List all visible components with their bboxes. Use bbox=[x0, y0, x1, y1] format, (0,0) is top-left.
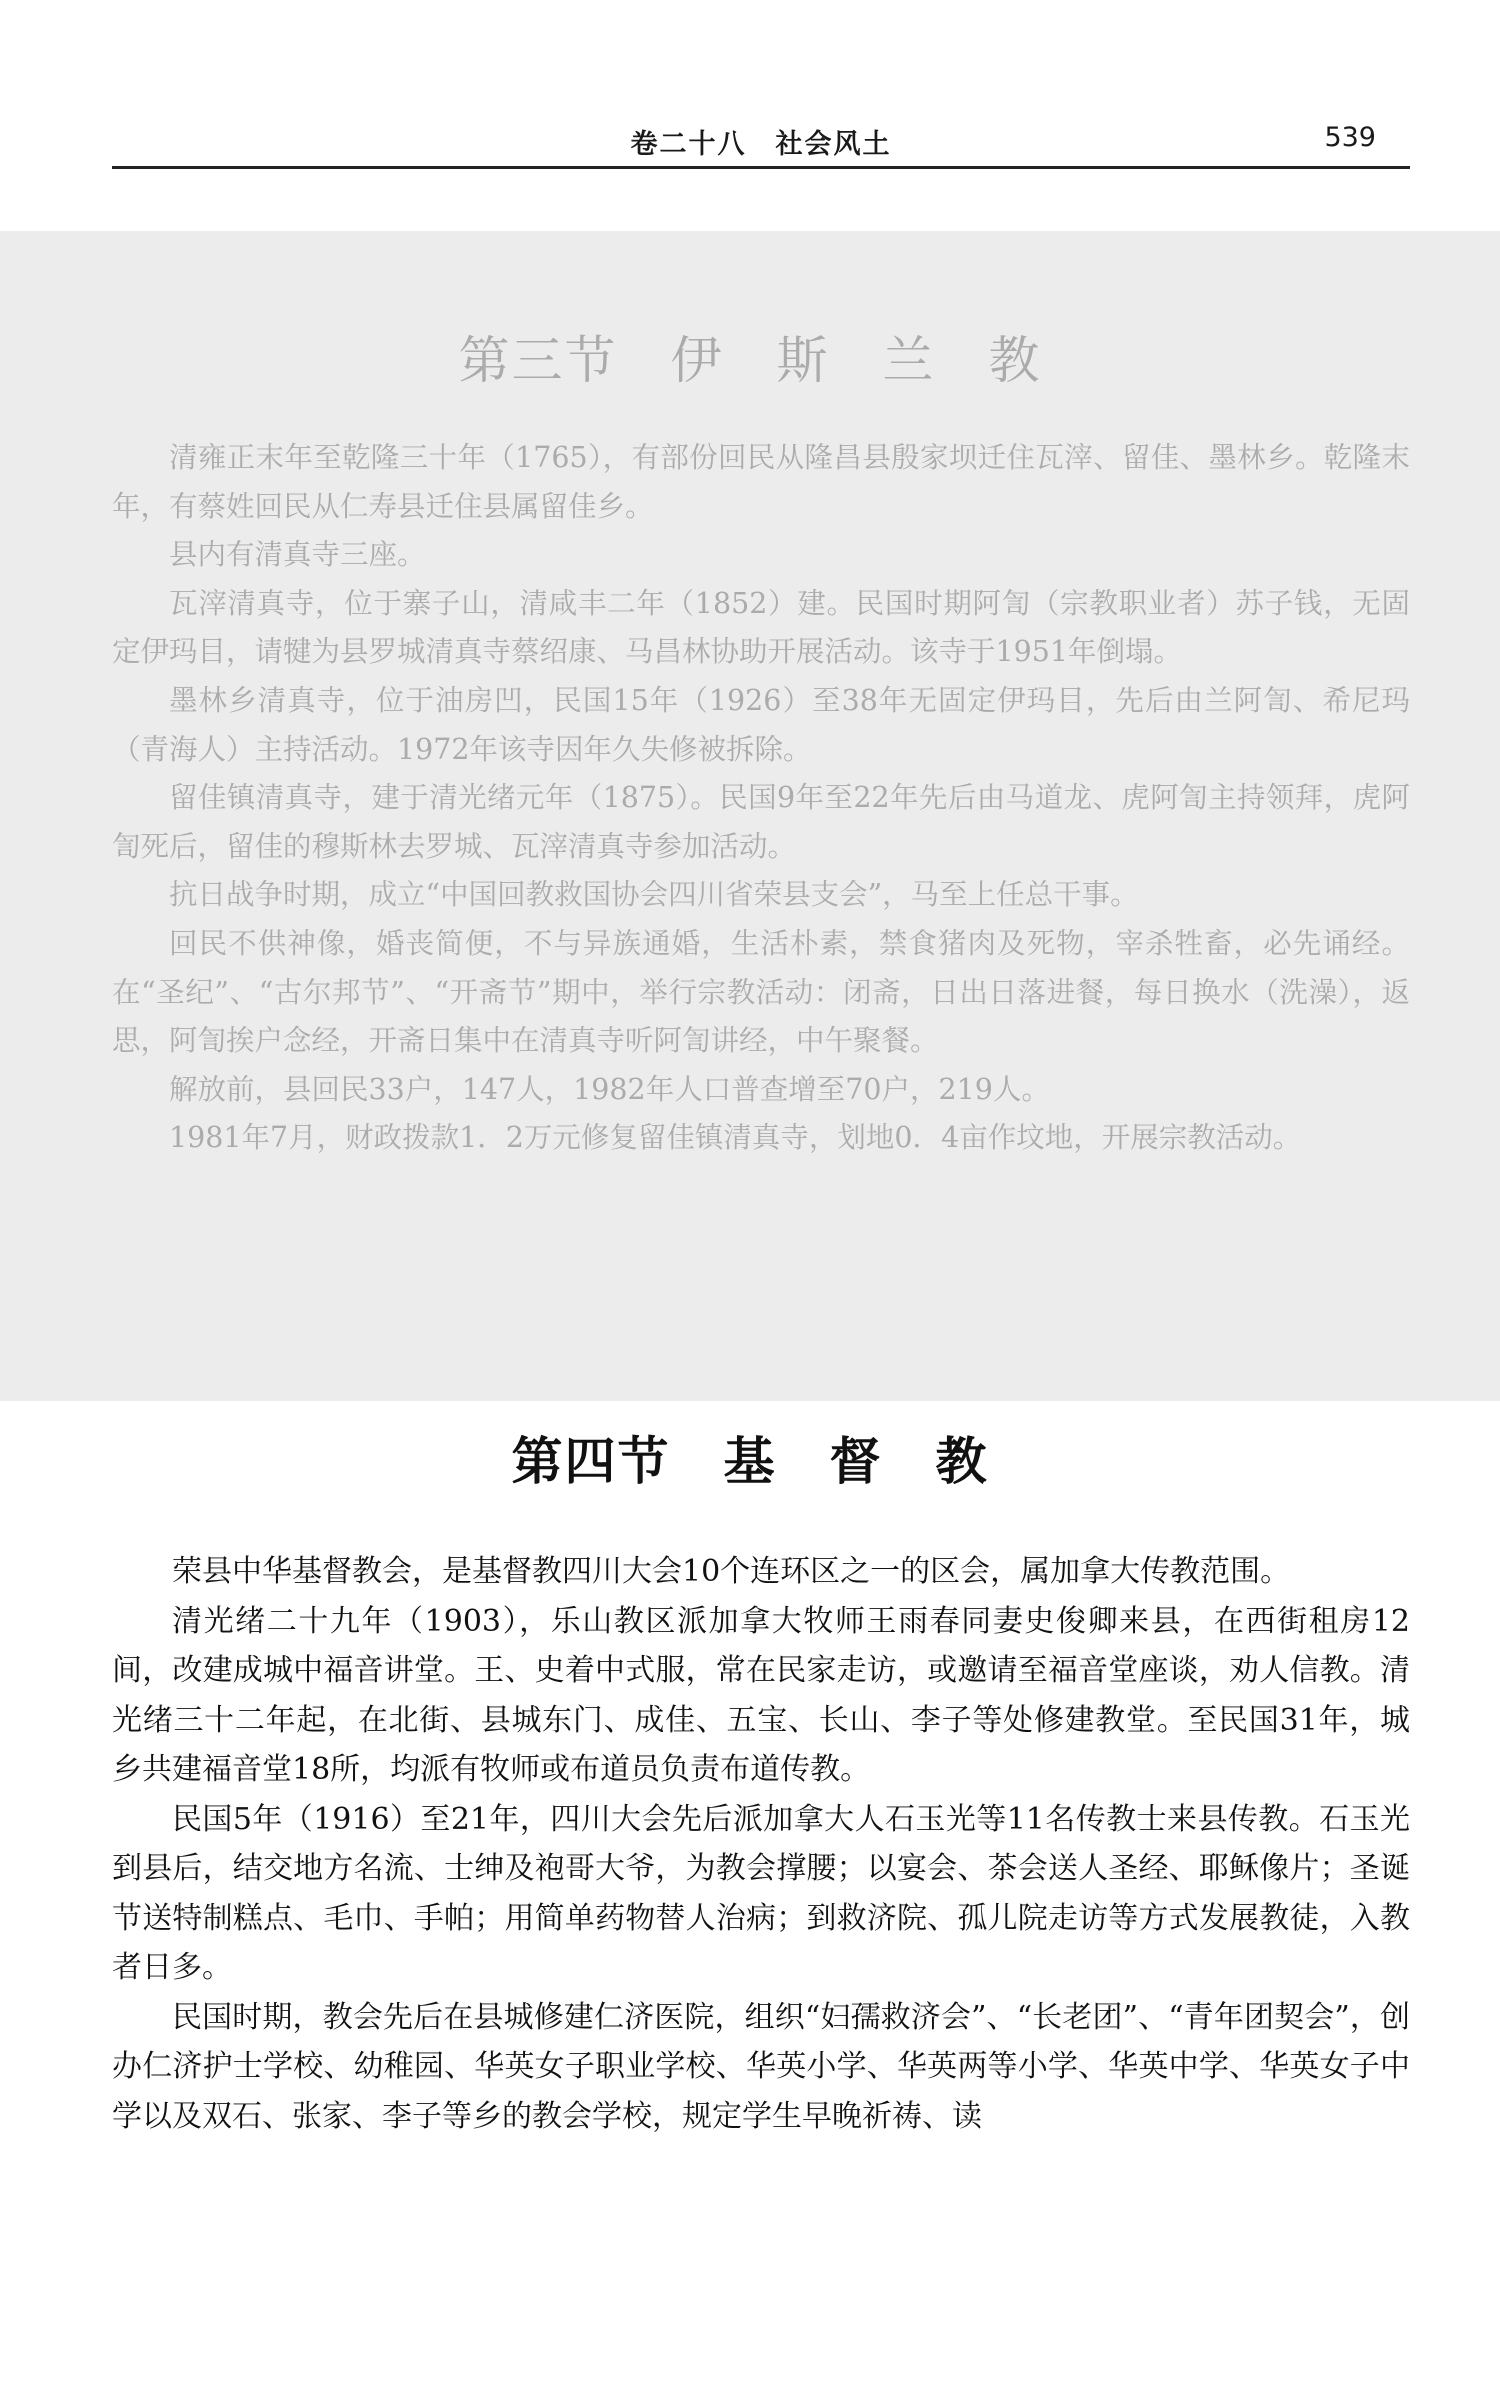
paragraph: 解放前，县回民33户，147人，1982年人口普查增至70户，219人。 bbox=[169, 1072, 1050, 1106]
paragraph: 抗日战争时期，成立“中国回教救国协会四川省荣县支会”，马至上任总干事。 bbox=[169, 878, 1139, 912]
paragraph: 清雍正末年至乾隆三十年（1765），有部份回民从隆昌县殷家坝迁住瓦滓、留佳、墨林乡。乾隆末年，有蔡姓回民从仁寿县迁住县属留佳乡。 bbox=[112, 441, 1410, 523]
paragraph: 清光绪二十九年（1903），乐山教区派加拿大牧师王雨春同妻史俊卿来县，在西街租房12间，改建成城中福音讲堂。王、史着中式服，常在民家走访，或邀请至福音堂座谈，劝人信教。清光绪三十二年起，在北街、县城东门、成佳、五宝、长山、李子等处修建教堂。至民国31年，城乡共建福音堂18所，均派有牧师或布道员负责布道传教。 bbox=[112, 1603, 1410, 1787]
section-three-shaded-block bbox=[0, 231, 1500, 1401]
paragraph: 墨林乡清真寺，位于油房凹，民国15年（1926）至38年无固定伊玛目，先后由兰阿訇、希尼玛（青海人）主持活动。1972年该寺因年久失修被拆除。 bbox=[112, 683, 1410, 766]
section-three-title: 第三节 伊 斯 兰 教 bbox=[458, 332, 1042, 391]
page-number: 539 bbox=[1324, 122, 1376, 153]
paragraph: 回民不供神像，婚丧简便，不与异族通婚，生活朴素，禁食猪肉及死物，宰杀牲畜，必先诵经。在“圣纪”、“古尔邦节”、“开斋节”期中，举行宗教活动：闭斋，日出日落进餐，每日换水（洗澡），返思，阿訇挨户念经，开斋日集中在清真寺听阿訇讲经，中午聚餐。 bbox=[112, 926, 1410, 1058]
running-title: 卷二十八 社会风土 bbox=[630, 129, 892, 160]
paragraph: 县内有清真寺三座。 bbox=[169, 538, 426, 572]
section-three-body bbox=[112, 434, 1410, 1163]
paragraph: 留佳镇清真寺，建于清光绪元年（1875）。民国9年至22年先后由马道龙、虎阿訇主持领拜，虎阿訇死后，留佳的穆斯林去罗城、瓦滓清真寺参加活动。 bbox=[112, 781, 1410, 863]
paragraph: 荣县中华基督教会，是基督教四川大会10个连环区之一的区会，属加拿大传教范围。 bbox=[172, 1554, 1291, 1589]
section-four-title: 第四节 基 督 教 bbox=[511, 1432, 989, 1492]
running-head bbox=[112, 118, 1410, 169]
paragraph: 民国时期，教会先后在县城修建仁济医院，组织“妇孺救济会”、“长老团”、“青年团契会”，创办仁济护士学校、幼稚园、华英女子职业学校、华英小学、华英两等小学、华英中学、华英女子中学以及双石、张家、李子等乡的教会学校，规定学生早晚祈祷、读 bbox=[112, 1999, 1410, 2134]
section-four-body bbox=[112, 1547, 1410, 2141]
paragraph: 民国5年（1916）至21年，四川大会先后派加拿大人石玉光等11名传教士来县传教。石玉光到县后，结交地方名流、士绅及袍哥大爷，为教会撑腰；以宴会、茶会送人圣经、耶稣像片；圣诞节送特制糕点、毛巾、手帕；用简单药物替人治病；到救济院、孤儿院走访等方式发展教徒，入教者日多。 bbox=[112, 1801, 1410, 1985]
paragraph: 1981年7月，财政拨款1．2万元修复留佳镇清真寺，划地0．4亩作坟地，开展宗教活动。 bbox=[169, 1121, 1302, 1155]
section-four bbox=[0, 1420, 1500, 2134]
paragraph: 瓦滓清真寺，位于寨子山，清咸丰二年（1852）建。民国时期阿訇（宗教职业者）苏子钱，无固定伊玛目，请犍为县罗城清真寺蔡绍康、马昌林协助开展活动。该寺于1951年倒塌。 bbox=[112, 586, 1410, 669]
